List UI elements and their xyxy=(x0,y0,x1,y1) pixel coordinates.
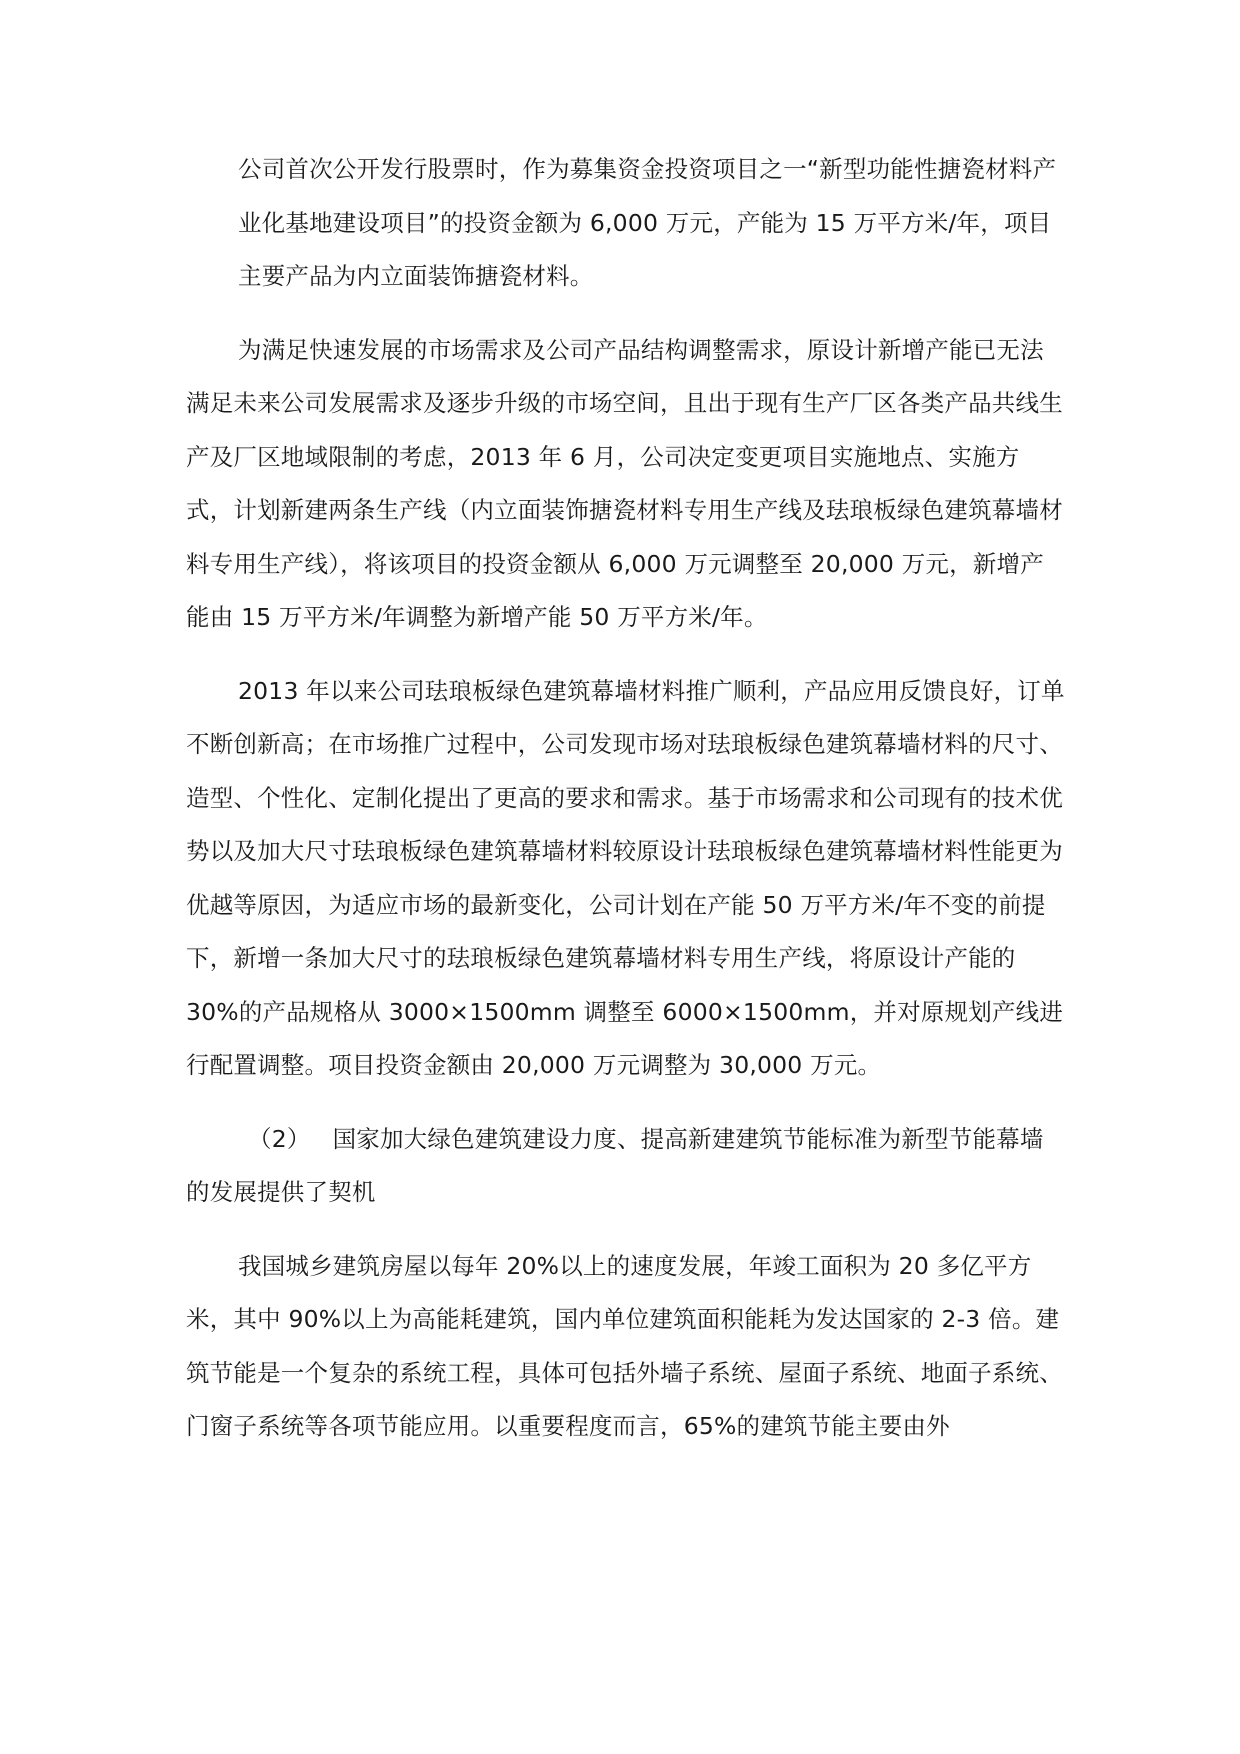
paragraph-gap xyxy=(186,645,1066,665)
section-heading-number: （2） xyxy=(248,1124,311,1153)
paragraph-enamel-panel-expansion: 2013 年以来公司珐琅板绿色建筑幕墙材料推广顺利，产品应用反馈良好，订单不断创新高；在市场推广过程中，公司发现市场对珐琅板绿色建筑幕墙材料的尺寸、造型、个性化、定制化提出了更高的要求和需求。基于市场需求和公司现有的技术优势以及加大尺寸珐琅板绿色建筑幕墙材料较原设计珐琅板绿色建筑幕墙材料性能更为优越等原因，为适应市场的最新变化，公司计划在产能 50 万平方米/年不变的前提下，新增一条加大尺寸的珐琅板绿色建筑幕墙材料专用生产线，将原设计产能的 30%的产品规格从 3000×1500mm 调整至 6000×1500mm，并对原规划产线进行配置调整。项目投资金额由 20,000 万元调整为 30,000 万元。 xyxy=(186,676,1065,1079)
section-heading-text: 国家加大绿色建筑建设力度、提高新建建筑节能标准为新型节能幕墙的发展提供了契机 xyxy=(186,1124,1044,1206)
paragraph-ipo-project: 公司首次公开发行股票时，作为募集资金投资项目之一“新型功能性搪瓷材料产业化基地建设项目”的投资金额为 6,000 万元，产能为 15 万平方米/年，项目主要产品为内立面装饰搪瓷材料。 xyxy=(238,155,1057,290)
paragraph-gap xyxy=(186,1093,1066,1113)
paragraph-capacity-adjustment: 为满足快速发展的市场需求及公司产品结构调整需求，原设计新增产能已无法满足未来公司发展需求及逐步升级的市场空间，且出于现有生产厂区各类产品共线生产及厂区地域限制的考虑，2013 年 6 月，公司决定变更项目实施地点、实施方式，计划新建两条生产线（内立面装饰搪瓷材料专用生产线及珐琅板绿色建筑幕墙材料专用生产线），将该项目的投资金额从 6,000 万元调整至 20,000 万元，新增产能由 15 万平方米/年调整为新增产能 50 万平方米/年。 xyxy=(186,335,1063,631)
paragraph-gap xyxy=(186,1220,1066,1240)
section-heading xyxy=(186,1113,1066,1220)
paragraph-building-energy: 我国城乡建筑房屋以每年 20%以上的速度发展，年竣工面积为 20 多亿平方米，其中 90%以上为高能耗建筑，国内单位建筑面积能耗为发达国家的 2-3 倍。建筑节能是一个复杂的系统工程，具体可包括外墙子系统、屋面子系统、地面子系统、门窗子系统等各项节能应用。以重要程度而言，65%的建筑节能主要由外 xyxy=(186,1251,1063,1440)
document-body xyxy=(186,143,1066,1454)
paragraph-gap xyxy=(186,304,1066,324)
